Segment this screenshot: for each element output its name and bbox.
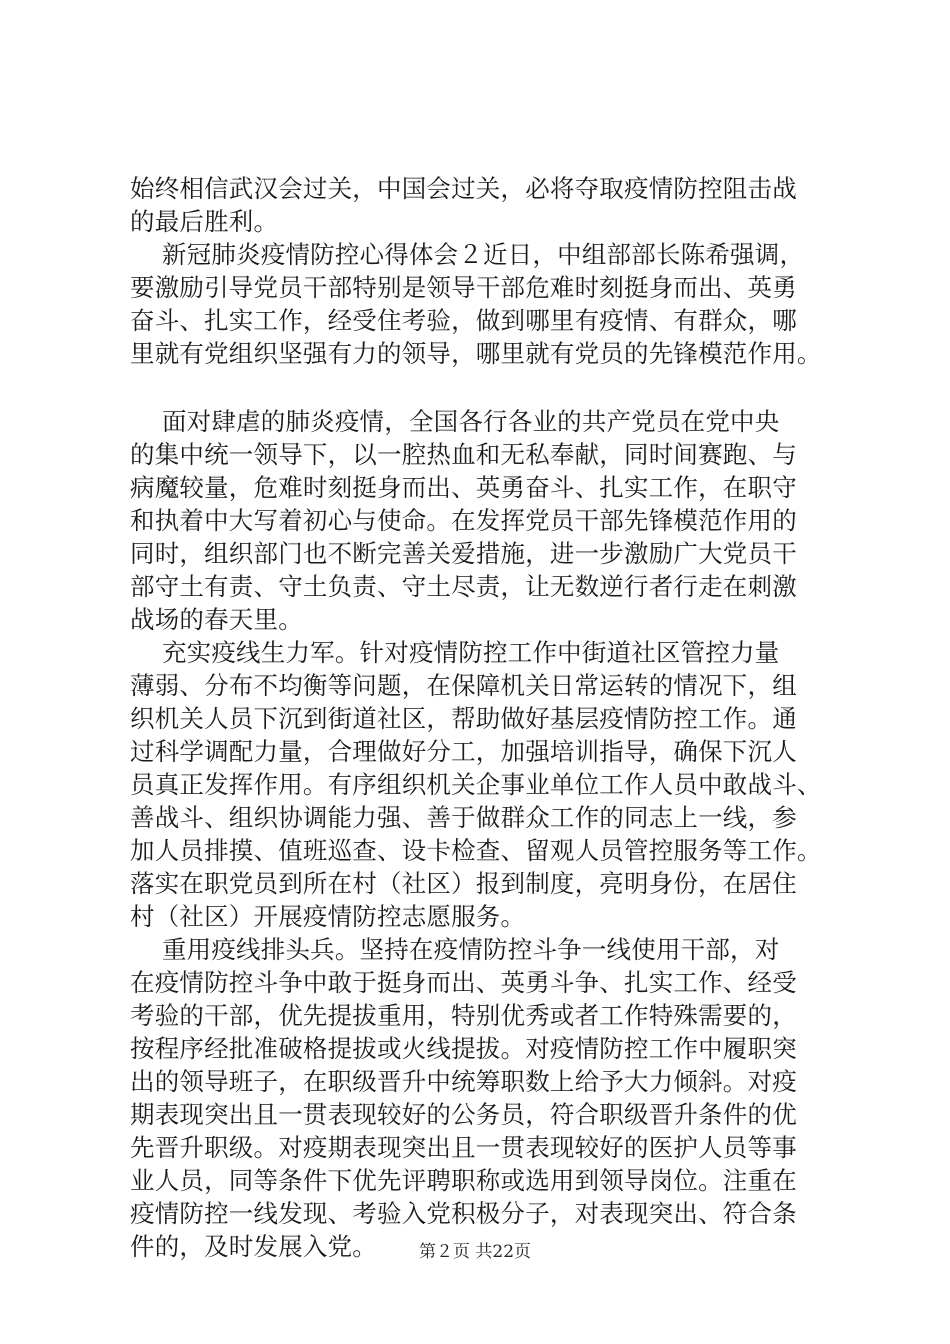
text-line: 始终相信武汉会过关，中国会过关，必将夺取疫情防控阻击战 [130,174,797,203]
paragraph-overview [130,405,832,636]
text-line: 织机关人员下沉到街道社区，帮助做好基层疫情防控工作。通 [130,704,797,733]
text-line: 考验的干部，优先提拔重用，特别优秀或者工作特殊需要的， [130,1001,797,1030]
paragraph-heading-intro [130,238,832,370]
text-line: 的集中统一领导下，以一腔热血和无私奉献，同时间赛跑、与 [130,440,797,469]
text-line: 薄弱、分布不均衡等问题，在保障机关日常运转的情况下，组 [130,671,797,700]
page-number-footer: 第２页 共22页 [418,1242,532,1262]
text-line: 同时，组织部门也不断完善关爱措施，进一步激励广大党员干 [130,539,797,568]
text-line: 部守土有责、守土负责、守土尽责，让无数逆行者行走在刺激 [130,572,797,601]
text-line: 善战斗、组织协调能力强、善于做群众工作的同志上一线，参 [130,803,797,832]
text-line: 按程序经批准破格提拔或火线提拔。对疫情防控工作中履职突 [130,1034,797,1063]
text-line: 加人员排摸、值班巡查、设卡检查、留观人员管控服务等工作。 [130,836,822,865]
text-line: 要激励引导党员干部特别是领导干部危难时刻挺身而出、英勇 [130,273,797,302]
text-line: 里就有党组织坚强有力的领导，哪里就有党员的先锋模范作用。 [130,339,822,368]
paragraph-frontline-leaders [130,933,832,1263]
document-body [130,172,832,1263]
text-line: 在疫情防控斗争中敢于挺身而出、英勇斗争、扎实工作、经受 [130,968,797,997]
text-line: 件的，及时发展入党。 [130,1232,377,1261]
text-line: 新冠肺炎疫情防控心得体会２近日，中组部部长陈希强调， [130,240,805,269]
text-line: 的最后胜利。 [130,207,279,236]
text-line: 落实在职党员到所在村（社区）报到制度，亮明身份，在居住 [130,869,797,898]
text-line: 病魔较量，危难时刻挺身而出、英勇奋斗、扎实工作，在职守 [130,473,797,502]
text-line: 期表现突出且一贯表现较好的公务员，符合职级晋升条件的优 [130,1100,797,1129]
paragraph-spacer [130,370,832,405]
text-line: 面对肆虐的肺炎疫情，全国各行各业的共产党员在党中央 [130,407,780,436]
text-line: 和执着中大写着初心与使命。在发挥党员干部先锋模范作用的 [130,506,797,535]
text-line: 业人员，同等条件下优先评聘职称或选用到领导岗位。注重在 [130,1166,797,1195]
text-line: 员真正发挥作用。有序组织机关企事业单位工作人员中敢战斗、 [130,770,822,799]
text-line: 战场的春天里。 [130,605,303,634]
text-line: 重用疫线排头兵。坚持在疫情防控斗争一线使用干部，对 [130,935,780,964]
paragraph-frontline-force [130,636,832,933]
paragraph-continuation [130,172,832,238]
text-line: 出的领导班子，在职级晋升中统筹职数上给予大力倾斜。对疫 [130,1067,797,1096]
text-line: 先晋升职级。对疫期表现突出且一贯表现较好的医护人员等事 [130,1133,797,1162]
text-line: 疫情防控一线发现、考验入党积极分子，对表现突出、符合条 [130,1199,797,1228]
text-line: 村（社区）开展疫情防控志愿服务。 [130,902,526,931]
text-line: 奋斗、扎实工作，经受住考验，做到哪里有疫情、有群众，哪 [130,306,797,335]
text-line: 过科学调配力量，合理做好分工，加强培训指导，确保下沉人 [130,737,797,766]
text-line: 充实疫线生力军。针对疫情防控工作中街道社区管控力量 [130,638,780,667]
